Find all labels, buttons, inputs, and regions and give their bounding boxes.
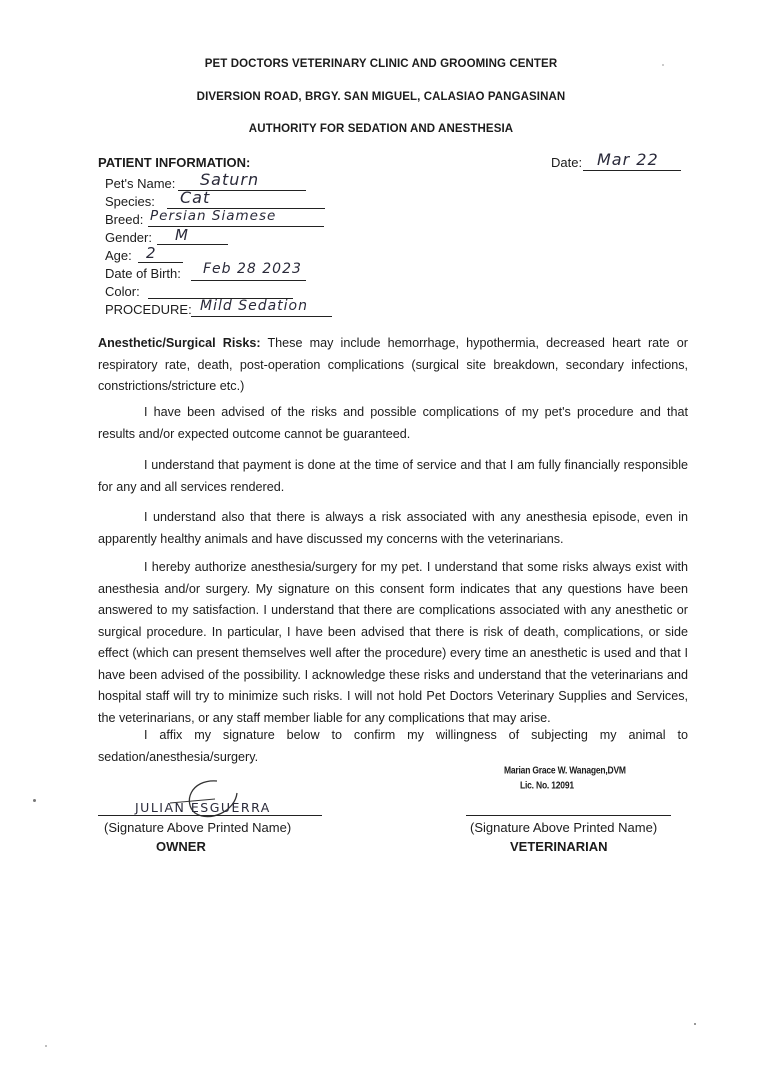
procedure-label: PROCEDURE: [105,302,192,317]
authorization-paragraph: I hereby authorize anesthesia/surgery for my pet. I understand that some risks always exist with anesthesia and/or surgery. My signature on this consent form indicates that any questions have been answered to my satisfaction. I understand that there are complications associated with any anesthetic or surgical procedure. In particular, I have been advised that there is risk of death, complications, or side effect (which can present themselves well after the procedure) every time an anesthetic is used and that I have been advised of the possibility. I acknowledge these risks and understand that the veterinarians and hospital staff will try to minimize such risks. I will not hold Pet Doctors Veterinary Supplies and Services, the veterinarians, or any staff member liable for any complications that may arise. [98,560,688,725]
risks-label: Anesthetic/Surgical Risks: [98,336,261,350]
vet-stamp-name: Marian Grace W. Wanagen,DVM [504,764,626,776]
date-label: Date: [551,155,583,170]
owner-role: OWNER [156,839,206,854]
dob-value: Feb 28 2023 [203,261,302,277]
procedure-value: Mild Sedation [200,298,308,314]
affix-signature-paragraph: I affix my signature below to confirm my willingness of subjecting my animal to sedation/anesthesia/surgery. [98,728,688,764]
owner-signature-caption: (Signature Above Printed Name) [104,820,292,835]
color-label: Color: [105,284,140,299]
vet-signature-line [466,815,671,816]
procedure-underline [191,316,332,317]
owner-signature-line [98,815,322,816]
breed-value: Persian Siamese [150,208,277,224]
clinic-name: PET DOCTORS VETERINARY CLINIC AND GROOMING CENTER [204,58,558,70]
pet-name-value: Saturn [200,170,260,189]
age-label: Age: [105,248,132,263]
species-value: Cat [180,188,211,207]
species-label: Species: [105,194,155,209]
risk-paragraph: I understand also that there is always a risk associated with any anesthesia episode, even in apparently healthy animals and have discussed my concerns with the veterinarians. [98,510,688,546]
vet-signature-caption: (Signature Above Printed Name) [470,820,658,835]
vet-stamp-license: Lic. No. 12091 [520,779,574,791]
payment-paragraph: I understand that payment is done at the time of service and that I am fully financially responsible for any and all services rendered. [98,458,688,494]
vet-role: VETERINARIAN [510,839,608,854]
owner-handwritten-name: JULIAN ESGUERRA [135,800,271,815]
scan-speck [45,1045,47,1047]
date-underline [583,170,681,171]
dob-underline [191,280,306,281]
age-value: 2 [146,244,157,262]
gender-label: Gender: [105,230,152,245]
form-title: AUTHORITY FOR SEDATION AND ANESTHESIA [248,123,514,135]
scan-speck [33,799,36,802]
risks-text: These may include hemorrhage, hypothermia, decreased heart rate or respiratory rate, death, post-operation complications (surgical site breakdown, secondary infections, constrictions/stricture etc.) [98,336,688,393]
patient-info-heading: PATIENT INFORMATION: [98,155,251,170]
scan-speck [694,1023,696,1025]
gender-underline [157,244,228,245]
advised-paragraph: I have been advised of the risks and possible complications of my pet's procedure and that results and/or expected outcome cannot be guaranteed. [98,405,688,441]
date-value: Mar 22 [597,150,659,169]
dob-label: Date of Birth: [105,266,181,281]
risks-paragraph [98,333,688,398]
clinic-address: DIVERSION ROAD, BRGY. SAN MIGUEL, CALASIAO PANGASINAN [196,91,566,103]
gender-value: M [175,226,189,244]
scan-speck [662,64,664,66]
breed-label: Breed: [105,212,144,227]
pet-name-label: Pet's Name: [105,176,176,191]
age-underline [138,262,183,263]
